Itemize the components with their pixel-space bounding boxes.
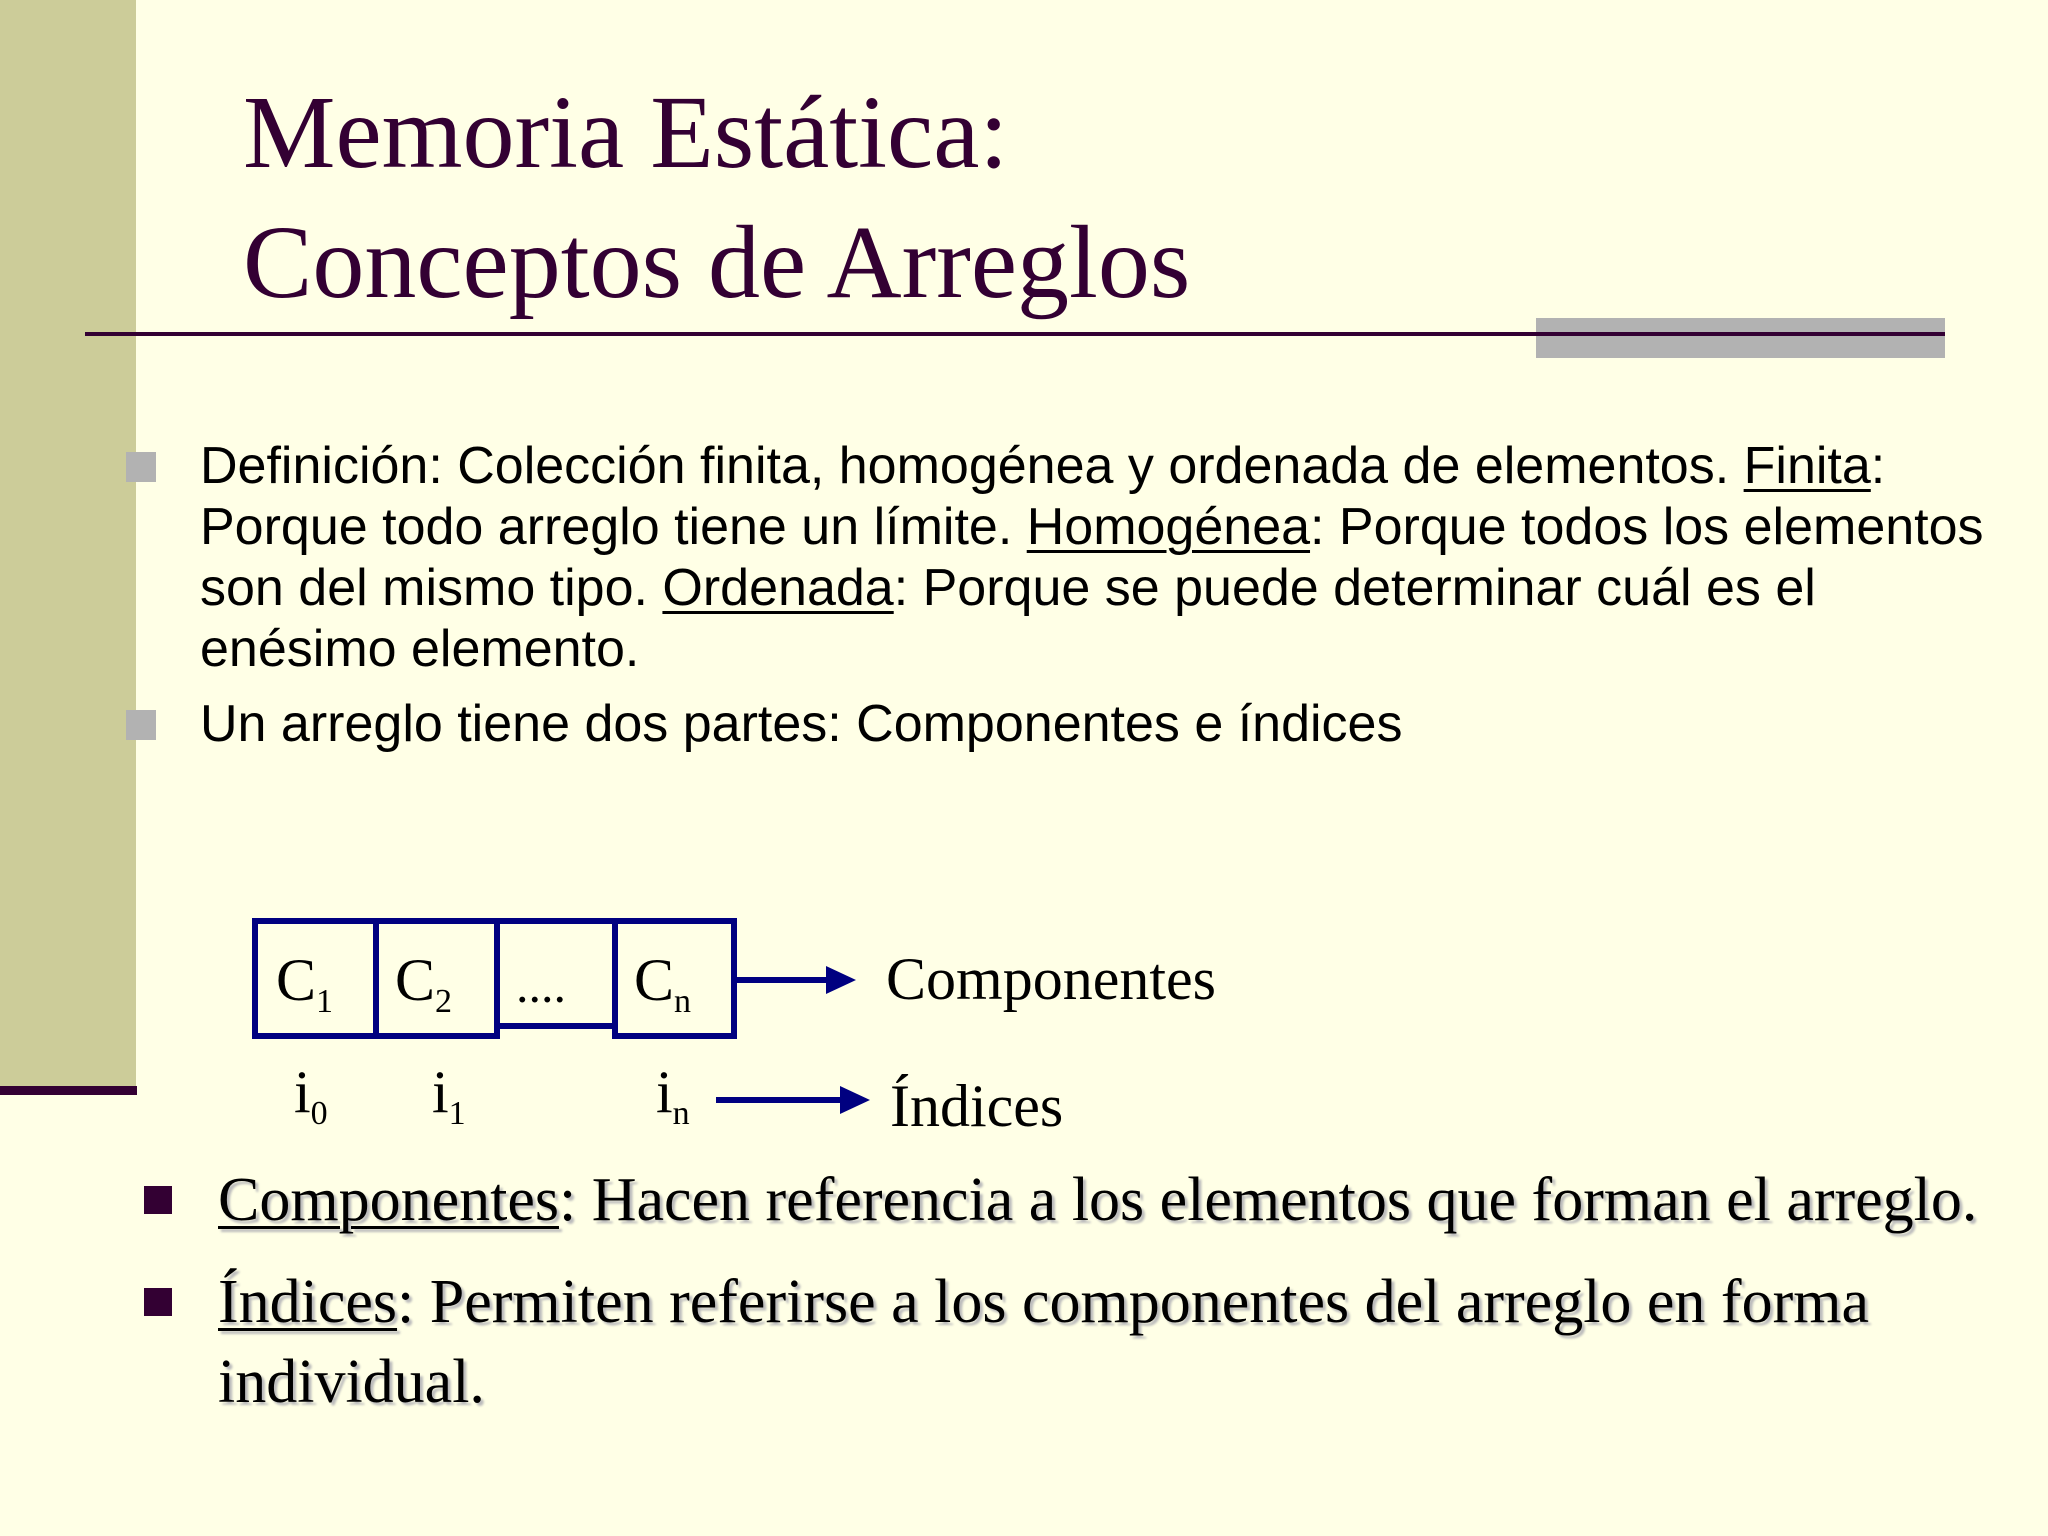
term-indices: Índices: [218, 1268, 398, 1336]
cell-n-label: $C_n$: [634, 947, 692, 1020]
term-finita: Finita: [1743, 437, 1871, 495]
square-bullet-icon: [144, 1186, 172, 1214]
title-line-2: Conceptos de Arreglos: [243, 205, 1191, 320]
square-bullet-icon: [144, 1288, 172, 1316]
term-homogenea: Homogénea: [1026, 498, 1311, 556]
index-n-label: $i_n$: [656, 1059, 690, 1132]
term-componentes: Componentes: [218, 1166, 559, 1234]
components-arrowhead: [826, 966, 856, 994]
cell-ellipsis-label: ....: [516, 957, 566, 1013]
term-ordenada: Ordenada: [662, 559, 894, 617]
index-1-label: $i_1$: [432, 1059, 466, 1132]
indices-arrowhead: [840, 1086, 870, 1114]
cell-2-label: $C_2$: [395, 947, 453, 1020]
bullet-definition: Definición: Colección finita, homogénea y ordenada de elementos. Finita: Porque todo arreglo tiene un límite. Homogénea: Porque todos los elementos son del mismo tipo. Ordenada: Porque se puede determinar cuál es el enésimo elemento.: [200, 436, 2000, 680]
definition-componentes: Componentes: Hacen referencia a los elementos que forman el arreglo.: [218, 1160, 2018, 1240]
indices-label: Índices: [890, 1073, 1064, 1139]
cell-1-label: $C_1$: [276, 947, 334, 1020]
definition-list: [218, 1160, 2018, 1444]
components-label: Componentes: [886, 946, 1216, 1012]
bullet-parts: Un arreglo tiene dos partes: Componentes e índices: [200, 694, 2000, 755]
definition-indices: Índices: Permiten referirse a los componentes del arreglo en forma individual.: [218, 1262, 2018, 1422]
title-line-1: Memoria Estática:: [243, 75, 1009, 190]
index-0-label: $i_0$: [294, 1059, 328, 1132]
